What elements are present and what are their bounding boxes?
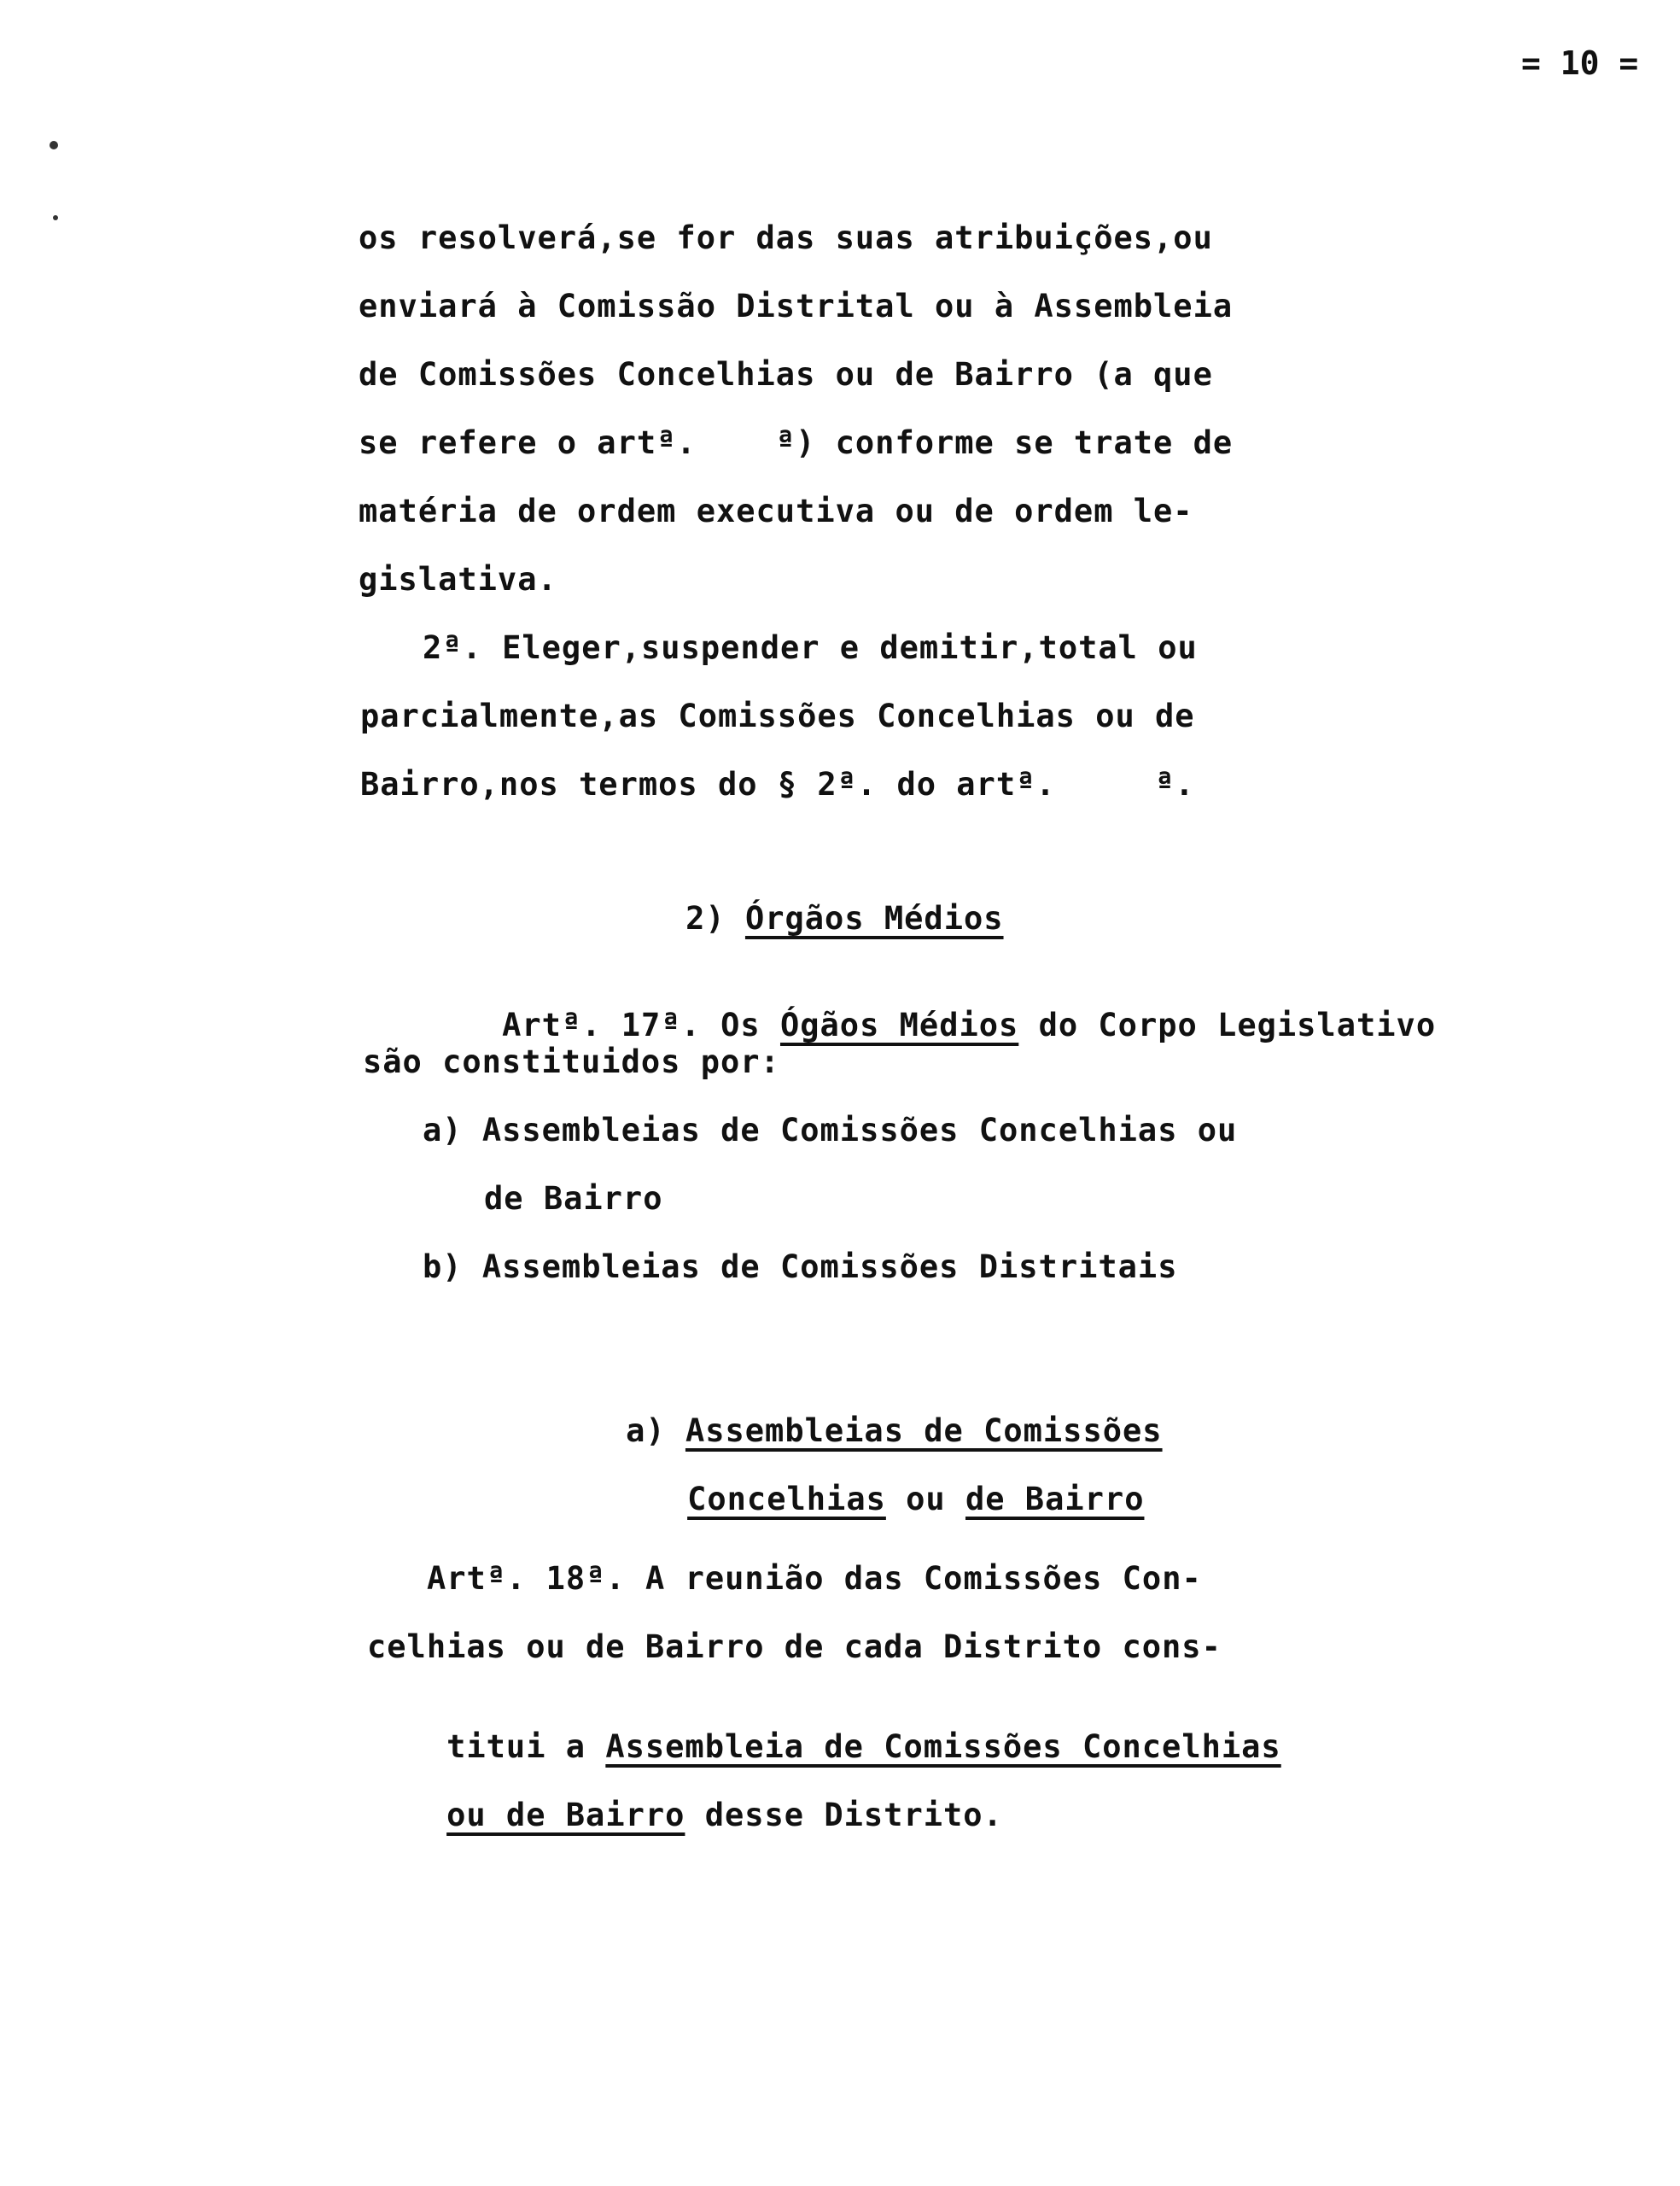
heading-prefix: 2) [685,900,745,937]
article-tail: do Corpo Legislativo [1018,1007,1437,1043]
heading-title-line1: Assembleias de Comissões [685,1412,1163,1449]
body-line [367,1768,1003,1862]
heading-part1: Concelhias [687,1481,886,1517]
heading-title: Órgãos Médios [744,900,1004,937]
body-line: parcialmente,as Comissões Concelhias ou de [360,698,1195,734]
body-line: matéria de ordem executiva ou de ordem le- [359,493,1193,529]
article-term: Ógãos Médios [779,1007,1019,1043]
list-item-a: a) Assembleias de Comissões Concelhias ou [423,1112,1238,1149]
subsection-heading-line2 [608,1452,1144,1546]
line-tail: desse Distrito. [685,1797,1003,1833]
heading-mid: ou [885,1481,965,1517]
body-line: os resolverá,se for das suas atribuições,ou [359,219,1213,256]
body-line: de Comissões Concelhias ou de Bairro (a que [359,356,1213,393]
list-item-b: b) Assembleias de Comissões Distritais [423,1248,1178,1285]
body-line: são constituidos por: [363,1043,780,1080]
body-line: se refere o artª. ª) conforme se trate de [359,424,1234,461]
heading-part2: de Bairro [965,1481,1145,1517]
underlined-term: Assembleia de Comissões Concelhias [605,1728,1281,1765]
article-lead: Artª. 17ª. Os [502,1007,780,1043]
heading-prefix: a) [626,1412,685,1449]
section-heading [606,871,1004,966]
body-line: 2ª. Eleger,suspender e demitir,total ou [423,629,1198,666]
body-line: celhias ou de Bairro de cada Distrito cons- [367,1628,1222,1665]
list-item-a-cont: de Bairro [484,1180,663,1217]
scan-speck [50,141,58,149]
page-number: = 10 = [1521,44,1639,82]
body-line: gislativa. [359,561,557,598]
underlined-term: ou de Bairro [446,1797,685,1833]
line-lead: titui a [446,1728,606,1765]
article-line: Artª. 18ª. A reunião das Comissões Con- [427,1560,1202,1597]
scan-speck [53,215,58,220]
body-line: Bairro,nos termos do § 2ª. do artª. ª. [360,766,1195,803]
body-line: enviará à Comissão Distrital ou à Assembleia [359,288,1234,324]
